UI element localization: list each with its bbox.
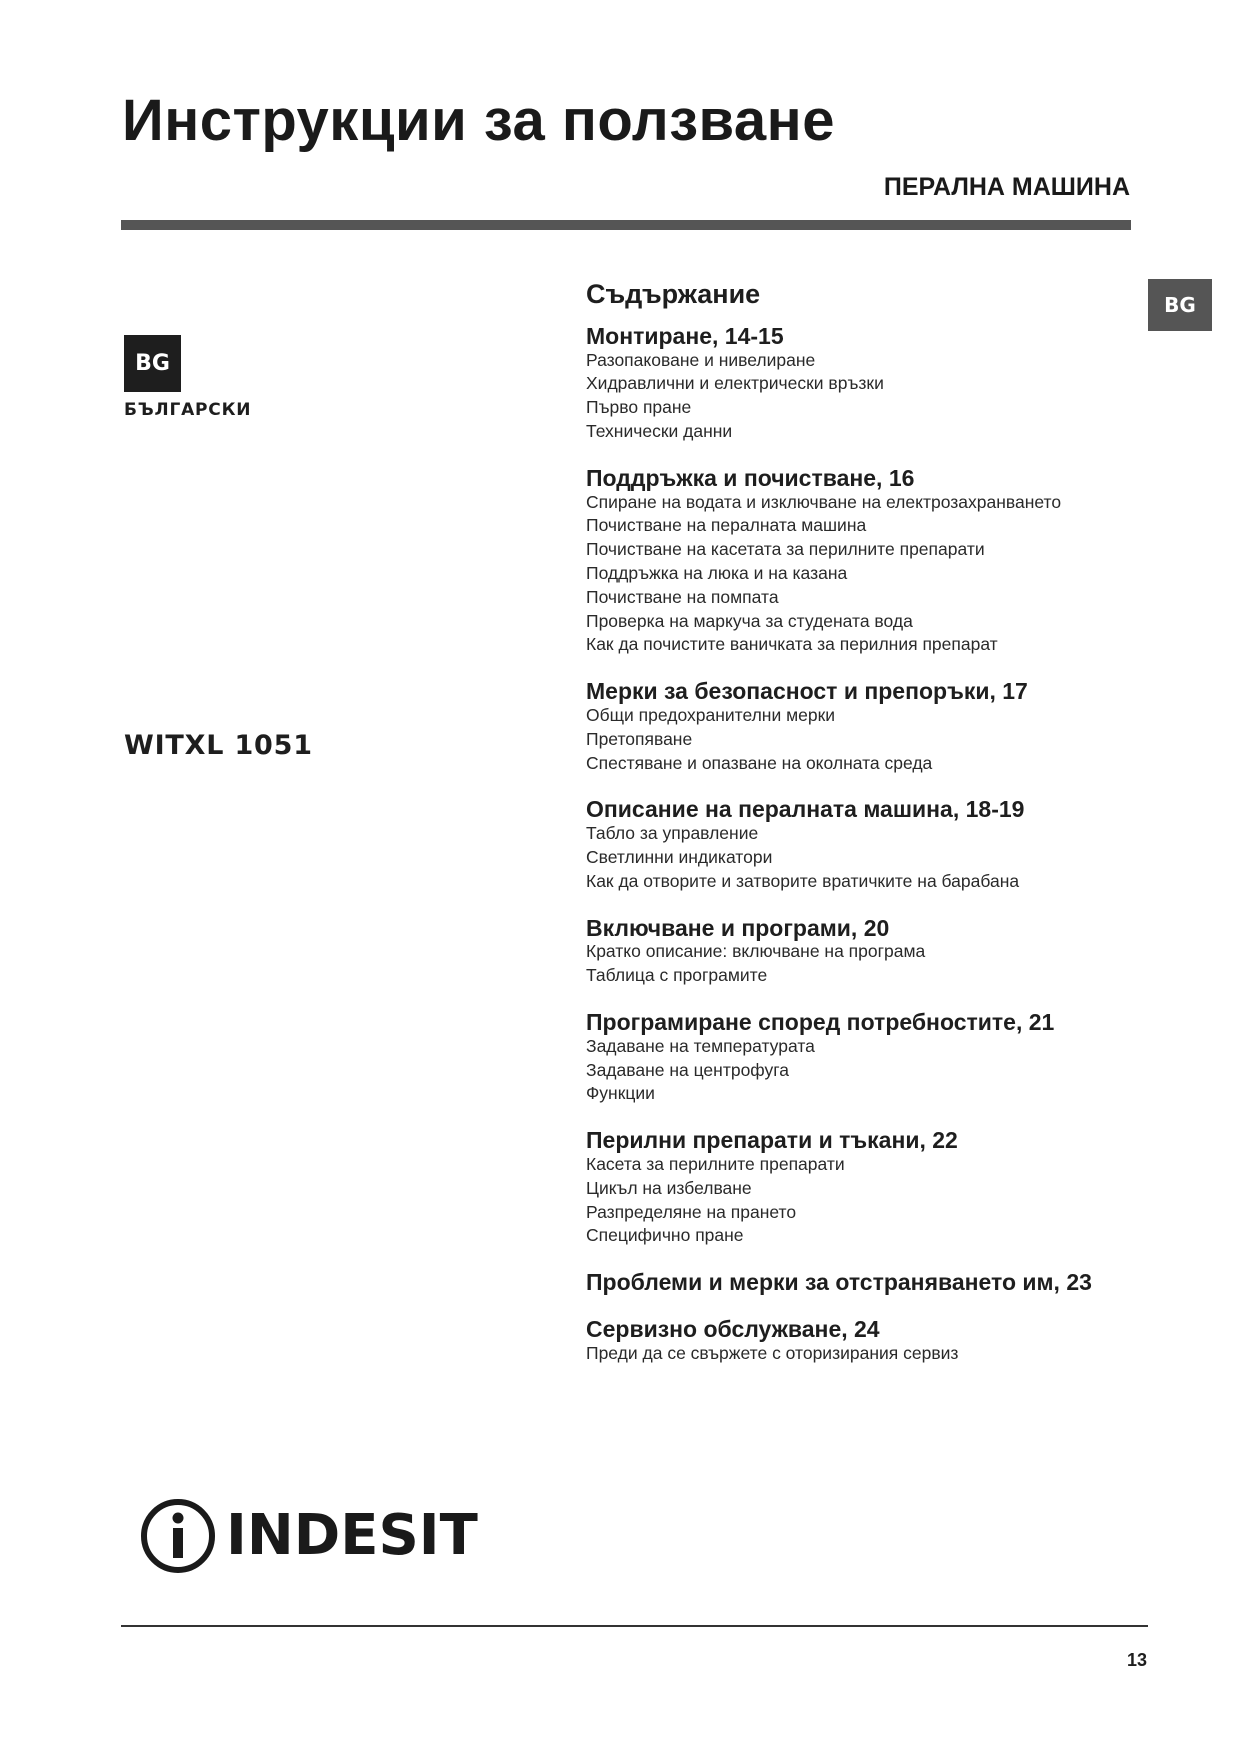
toc-item: Спиране на водата и изключване на електрозахранването <box>586 491 1062 512</box>
toc-item: Почистване на пералната машина <box>586 515 867 536</box>
toc-section-title: Мерки за безопасност и препоръки, 17 <box>586 678 1028 705</box>
toc-section-title: Поддръжка и почистване, 16 <box>586 464 915 491</box>
brand-name: INDESIT <box>226 1503 478 1568</box>
toc-item: Преди да се свържете с оторизирания сервиз <box>586 1342 959 1363</box>
toc-item: Задаване на центрофуга <box>586 1059 789 1080</box>
toc-section-title: Перилни препарати и тъкани, 22 <box>586 1127 958 1154</box>
toc-section-title: Проблеми и мерки за отстраняването им, 23 <box>586 1269 1092 1296</box>
toc-section <box>586 1010 1126 1106</box>
toc-item: Почистване на помпата <box>586 586 779 607</box>
header-divider <box>121 220 1131 230</box>
indesit-info-logo-icon <box>140 1498 216 1574</box>
toc-item: Цикъл на избелване <box>586 1177 752 1198</box>
toc-item: Кратко описание: включване на програма <box>586 941 926 962</box>
toc-section <box>586 679 1126 775</box>
brand-logo <box>140 1498 478 1574</box>
toc-item: Функции <box>586 1083 655 1104</box>
toc-section <box>586 1317 1126 1366</box>
toc-item: Задаване на температурата <box>586 1035 815 1056</box>
language-badge: BG <box>124 335 181 392</box>
toc-item: Почистване на касетата за перилните препарати <box>586 539 985 560</box>
toc-item: Проверка на маркуча за студената вода <box>586 610 913 631</box>
toc-item: Светлинни индикатори <box>586 846 773 867</box>
toc-item: Общи предохранителни мерки <box>586 704 836 725</box>
toc-item: Разпределяне на прането <box>586 1201 797 1222</box>
page-title: Инструкции за ползване <box>122 88 835 153</box>
toc-section <box>586 916 1126 988</box>
toc-item: Първо пране <box>586 397 692 418</box>
toc-sections <box>586 324 1126 1366</box>
toc-section-title: Сервизно обслужване, 24 <box>586 1316 880 1343</box>
language-side-tab: BG <box>1148 279 1212 331</box>
toc-section <box>586 1270 1126 1295</box>
toc-item: Специфично пране <box>586 1225 744 1246</box>
toc-item: Как да отворите и затворите вратичките на барабана <box>586 870 1020 891</box>
toc-section <box>586 1128 1126 1248</box>
toc-item: Табло за управление <box>586 823 759 844</box>
toc-section <box>586 324 1126 444</box>
table-of-contents <box>586 280 1126 1388</box>
toc-section-title: Монтиране, 14-15 <box>586 322 784 349</box>
toc-section <box>586 466 1126 657</box>
toc-item: Касета за перилните препарати <box>586 1154 845 1175</box>
page-number: 13 <box>1126 1650 1147 1670</box>
document-subtitle: ПЕРАЛНА МАШИНА <box>883 173 1130 201</box>
toc-item: Поддръжка на люка и на казана <box>586 562 848 583</box>
toc-section <box>586 797 1126 893</box>
toc-item: Таблица с програмите <box>586 965 768 986</box>
toc-item: Разопаковане и нивелиране <box>586 349 816 370</box>
model-number: WITXL 1051 <box>124 730 313 761</box>
toc-item: Спестяване и опазване на околната среда <box>586 752 933 773</box>
toc-item: Как да почистите ваничката за перилния препарат <box>586 634 998 655</box>
toc-heading: Съдържание <box>586 279 761 309</box>
toc-section-title: Програмиране според потребностите, 21 <box>586 1008 1055 1035</box>
footer-divider <box>121 1625 1148 1627</box>
toc-section-title: Включване и програми, 20 <box>586 914 890 941</box>
toc-item: Технически данни <box>586 420 733 441</box>
toc-section-title: Описание на пералната машина, 18-19 <box>586 796 1025 823</box>
toc-item: Претопяване <box>586 728 693 749</box>
language-name: БЪЛГАРСКИ <box>124 400 252 420</box>
toc-item: Хидравлични и електрически връзки <box>586 373 884 394</box>
